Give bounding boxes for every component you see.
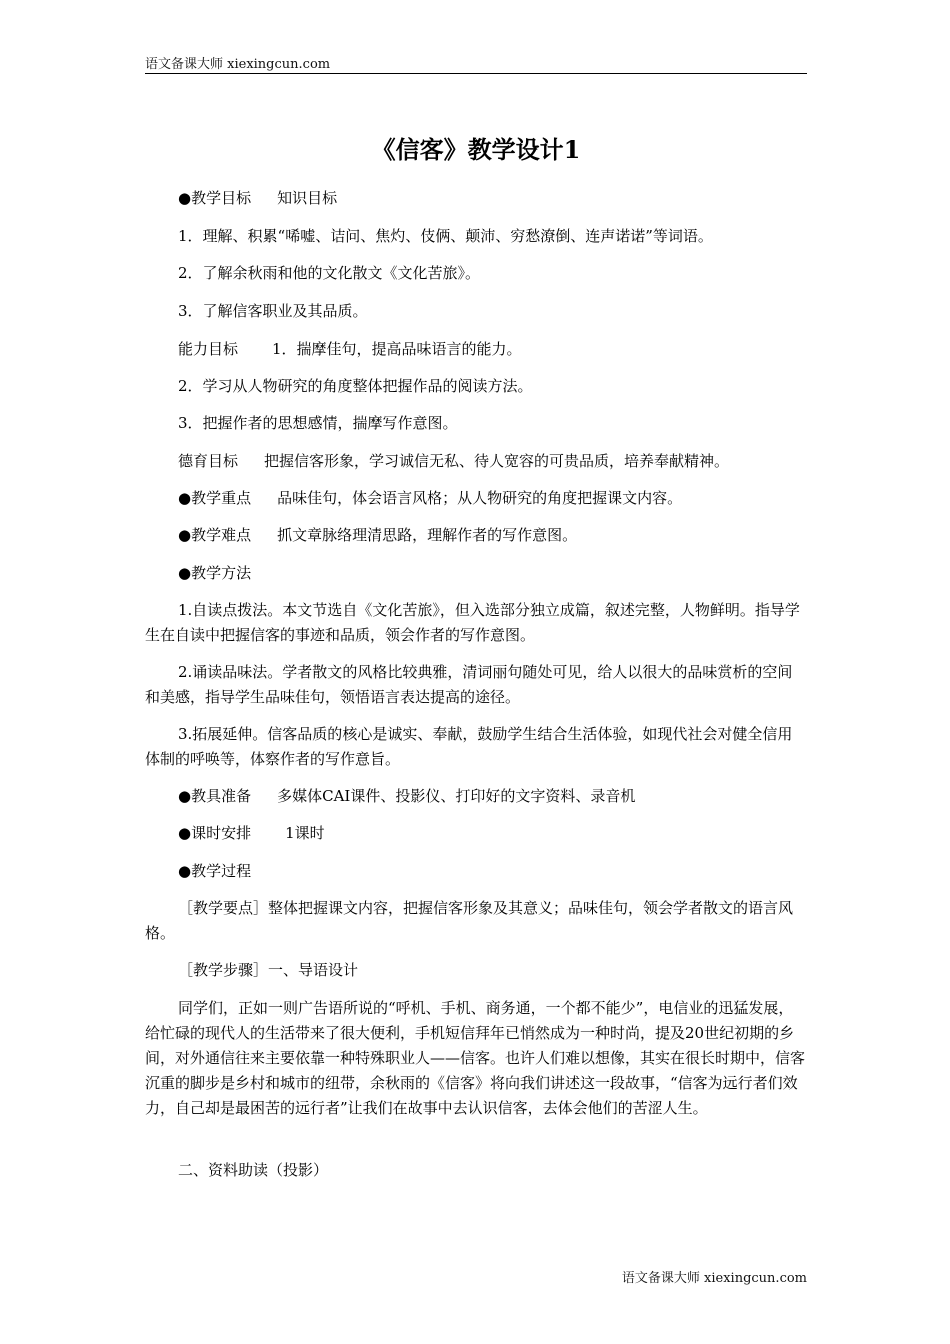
tools-text: 多媒体CAI课件、投影仪、打印好的文字资料、录音机 (277, 787, 636, 805)
ability-item-2: 2．学习从人物研究的角度整体把握作品的阅读方法。 (178, 377, 533, 395)
class-schedule (145, 821, 807, 846)
page-header: 语文备课大师 xiexingcun.com (145, 57, 331, 72)
focus-text: 品味佳句，体会语言风格；从人物研究的角度把握课文内容。 (277, 489, 683, 507)
teaching-tools (145, 784, 807, 809)
teaching-difficulty (145, 523, 807, 548)
knowledge-label: 知识目标 (277, 189, 338, 207)
focus-label: ●教学重点 (178, 489, 252, 507)
objectives-label: ●教学目标 (178, 189, 252, 207)
ability-label: 能力目标 (178, 340, 239, 358)
intro-paragraph: 同学们，正如一则广告语所说的“呼机、手机、商务通，一个都不能少”，电信业的迅猛发展，给忙碌的现代人的生活带来了很大便利，手机短信拜年已悄然成为一种时尚，提及20世纪初期的乡间，对外通信往来主要依靠一种特殊职业人——信客。也许人们难以想像，其实在很长时期中，信客沉重的脚步是乡村和城市的纽带，余秋雨的《信客》将向我们讲述这一段故事，“信客为远行者们效力，自己却是最困苦的远行者”让我们在故事中去认识信客，去体会他们的苦涩人生。 (145, 999, 806, 1117)
ability-heading (145, 337, 807, 362)
method-3: 3.拓展延伸。信客品质的核心是诚实、奉献，鼓励学生结合生活体验，如现代社会对健全信用体制的呼唤等，体察作者的写作意旨。 (145, 725, 793, 768)
process-heading: ●教学过程 (178, 862, 252, 880)
header-divider (145, 73, 807, 74)
moral-label: 德育目标 (178, 452, 239, 470)
moral-objective (145, 449, 807, 474)
document-title: 《信客》教学设计1 (371, 135, 581, 164)
ability-item-3: 3．把握作者的思想感情，揣摩写作意图。 (178, 414, 458, 432)
knowledge-item-2: 2．了解余秋雨和他的文化散文《文化苦旅》。 (178, 264, 481, 282)
teaching-focus (145, 486, 807, 511)
process-steps-heading: ［教学步骤］一、导语设计 (178, 961, 359, 979)
knowledge-item-1: 1．理解、积累“唏嘘、诘问、焦灼、伎俩、颠沛、穷愁潦倒、连声诺诺”等词语。 (178, 227, 713, 245)
schedule-label: ●课时安排 (178, 824, 252, 842)
schedule-text: 1课时 (285, 824, 325, 842)
moral-text: 把握信客形象，学习诚信无私、待人宽容的可贵品质，培养奉献精神。 (264, 452, 730, 470)
knowledge-item-3: 3．了解信客职业及其品质。 (178, 302, 368, 320)
method-1: 1.自读点拨法。本文节选自《文化苦旅》，但入选部分独立成篇，叙述完整，人物鲜明。指导学生在自读中把握信客的事迹和品质，领会作者的写作意图。 (145, 601, 800, 644)
ability-item-1: 1．揣摩佳句，提高品味语言的能力。 (272, 340, 522, 358)
methods-heading: ●教学方法 (178, 564, 252, 582)
difficulty-label: ●教学难点 (178, 526, 252, 544)
method-2: 2.诵读品味法。学者散文的风格比较典雅，清词丽句随处可见，给人以很大的品味赏析的空间和美感，指导学生品味佳句，领悟语言表达提高的途径。 (145, 663, 793, 706)
objectives-heading (145, 186, 807, 211)
page-footer: 语文备课大师 xiexingcun.com (621, 1271, 807, 1286)
section-2-heading: 二、资料助读（投影） (178, 1161, 329, 1179)
difficulty-text: 抓文章脉络理清思路，理解作者的写作意图。 (277, 526, 578, 544)
tools-label: ●教具准备 (178, 787, 252, 805)
process-key-points: ［教学要点］整体把握课文内容，把握信客形象及其意义；品味佳句，领会学者散文的语言风格。 (145, 899, 794, 942)
